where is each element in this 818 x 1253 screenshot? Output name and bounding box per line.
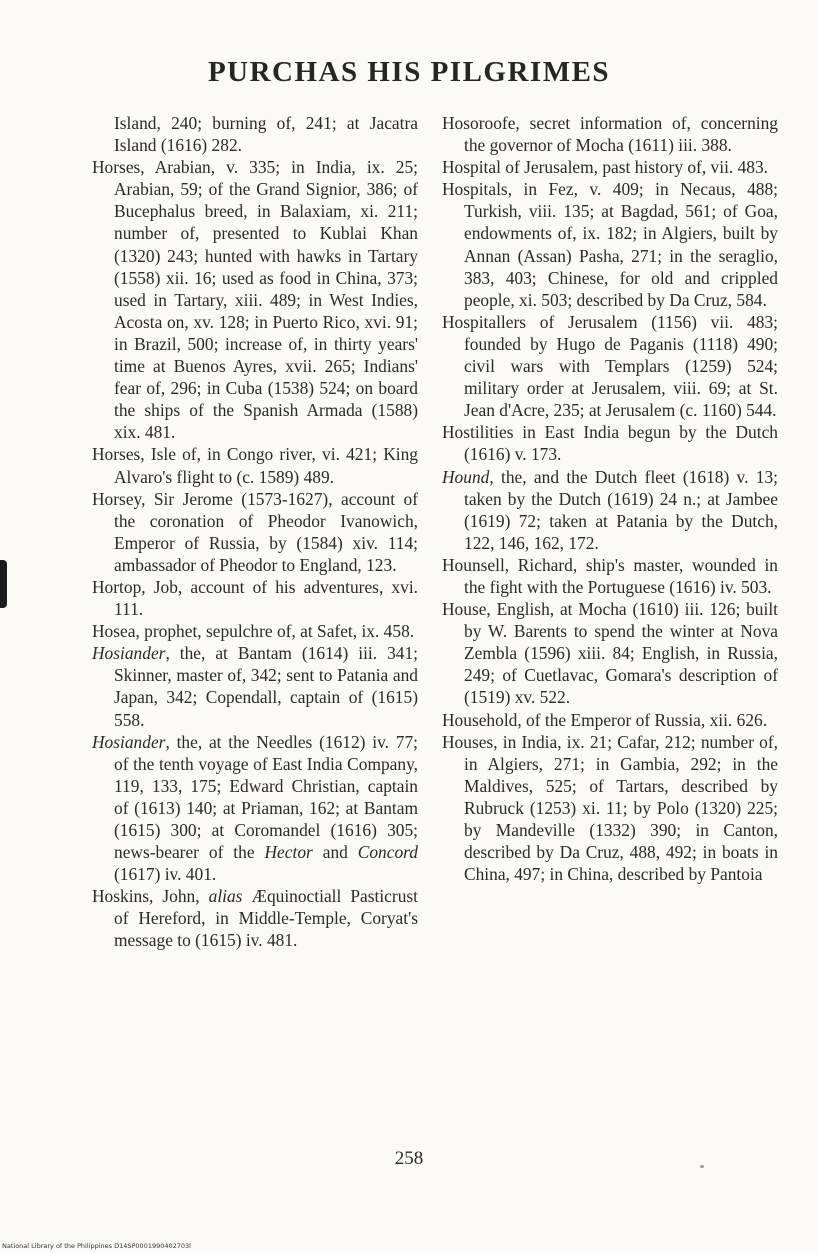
index-entry [442,731,778,886]
index-entry-italic-text: Concord [357,842,418,863]
index-entry-italic-text: Hosiander [92,731,166,752]
index-entry-text: Hoskins, John, [92,886,209,907]
index-entry-text: Æquinoctiall Pasticrust of Hereford, in Middle-Temple, Coryat's message to (1615) iv. 481. [114,886,418,951]
index-entry-text: Hounsell, Richard, ship's master, wounded in the fight with the Portuguese (1616) iv. 503. [442,554,778,597]
index-entry [92,642,418,730]
index-entry [92,112,418,156]
page-number: 258 [394,1148,424,1169]
index-entry-text: Hosea, prophet, sepulchre of, at Safet, ix. 458. [92,621,415,642]
index-entry [442,421,778,465]
index-entry-text: Horsey, Sir Jerome (1573-1627), account of the coronation of Pheodor Ivanowich, Emperor of Russia, by (1584) xiv. 114; ambassador of Pheodor to England, 123. [92,488,418,575]
index-entry-text: Hostilities in East India begun by the Dutch (1616) v. 173. [442,422,778,465]
index-column-left [92,112,418,952]
index-entry [442,112,778,156]
index-entry [92,488,418,576]
binding-edge-mark [0,560,7,608]
index-entry-text: Hosoroofe, secret information of, concerning the governor of Mocha (1611) iii. 388. [442,113,778,156]
index-entry-text: Hospitallers of Jerusalem (1156) vii. 483; founded by Hugo de Paganis (1118) 490; civil wars with Templars (1259) 524; military order at Jerusalem, viii. 69; at St. Jean d'Acre, 235; at Jerusalem (c. 1160) 544. [442,311,778,421]
index-entry [442,311,778,421]
index-entry [92,731,418,886]
index-entry-text: Island, 240; burning of, 241; at Jacatra Island (1616) 282. [114,113,418,156]
index-entry [442,598,778,708]
index-entry [442,178,778,311]
index-entry-text: Household, of the Emperor of Russia, xii. 626. [442,709,768,730]
index-entry-italic-text: alias [208,886,243,907]
index-entry-text: Hortop, Job, account of his adventures, xvi. 111. [92,576,418,620]
index-entry [92,156,418,443]
index-column-right [442,112,778,885]
index-entry-text: House, English, at Mocha (1610) iii. 126; built by W. Barents to spend the winter at Nova Zembla (1596) xiii. 84; English, in Russia, 249; of Cuetlavac, Gomara's description of (1519) xv. 522. [442,599,778,708]
index-entry-text: , the, at the Needles (1612) iv. 77; of the tenth voyage of East India Company, 119, 133, 175; Edward Christian, captain of (1613) 140; at Priaman, 162; at Bantam (1615) 300; at Coromandel (1616) 305; news-bearer of the [114,731,418,863]
index-entry [442,466,778,554]
index-entry-text: , the, at Bantam (1614) iii. 341; Skinner, master of, 342; sent to Patania and Japan, 342; Copendall, captain of (1615) 558. [114,643,418,730]
index-entry-text: Houses, in India, ix. 21; Cafar, 212; number of, in Algiers, 271; in Gambia, 292; in the Maldives, 525; of Tartars, described by Rubruck (1253) xi. 11; by Polo (1320) 225; by Mandeville (1332) 390; in Canton, described by Da Cruz, 488, 492; in boats in China, 497; in China, described by Pantoia [442,731,778,885]
index-entry-text: (1617) iv. 401. [114,864,217,885]
index-entry-text: Horses, Arabian, v. 335; in India, ix. 25; Arabian, 59; of the Grand Signior, 386; of Bucephalus breed, in Balaxiam, xi. 211; number of, presented to Kublai Khan (1320) 243; hunted with hawks in Tartary (1558) xii. 16; used as food in China, 373; used in Tartary, xiii. 489; in West Indies, Acosta on, xv. 128; in Puerto Rico, xvi. 91; in Brazil, 500; increase of, in thirty years' time at Buenos Ayres, xvii. 265; Indians' fear of, 296; in Cuba (1538) 524; on board the ships of the Spanish Armada (1588) xix. 481. [92,157,418,443]
index-entry-text: Horses, Isle of, in Congo river, vi. 421; King Alvaro's flight to (c. 1589) 489. [92,444,418,487]
index-entry-text: and [312,842,358,863]
index-entry-italic-text: Hosiander [92,643,166,664]
index-entry [442,709,778,731]
index-entry [442,156,778,178]
index-entry [92,620,418,642]
paper-speck [700,1165,704,1168]
index-entry-text: , the, and the Dutch fleet (1618) v. 13; taken by the Dutch (1619) 24 n.; at Jambee (1619) 72; taken at Patania by the Dutch, 122, 146, 162, 172. [464,466,778,553]
index-entry [92,443,418,487]
index-entry-text: Hospitals, in Fez, v. 409; in Necaus, 488; Turkish, viii. 135; at Bagdad, 561; of Goa, endowments of, ix. 182; in Algiers, built by Annan (Assan) Pasha, 271; in the seraglio, 383, 403; Chinese, for old and crippled people, xi. 503; described by Da Cruz, 584. [442,179,778,310]
page-title: PURCHAS HIS PILGRIMES [207,56,611,88]
footer-credit: National Library of the Philippines D14SP0001990402703l [2,1242,191,1250]
index-entry-italic-text: Hound [442,466,490,487]
index-entry [442,554,778,598]
index-entry [92,885,418,951]
index-entry-italic-text: Hector [264,842,313,863]
index-entry [92,576,418,620]
index-entry-text: Hospital of Jerusalem, past history of, vii. 483. [442,157,769,178]
